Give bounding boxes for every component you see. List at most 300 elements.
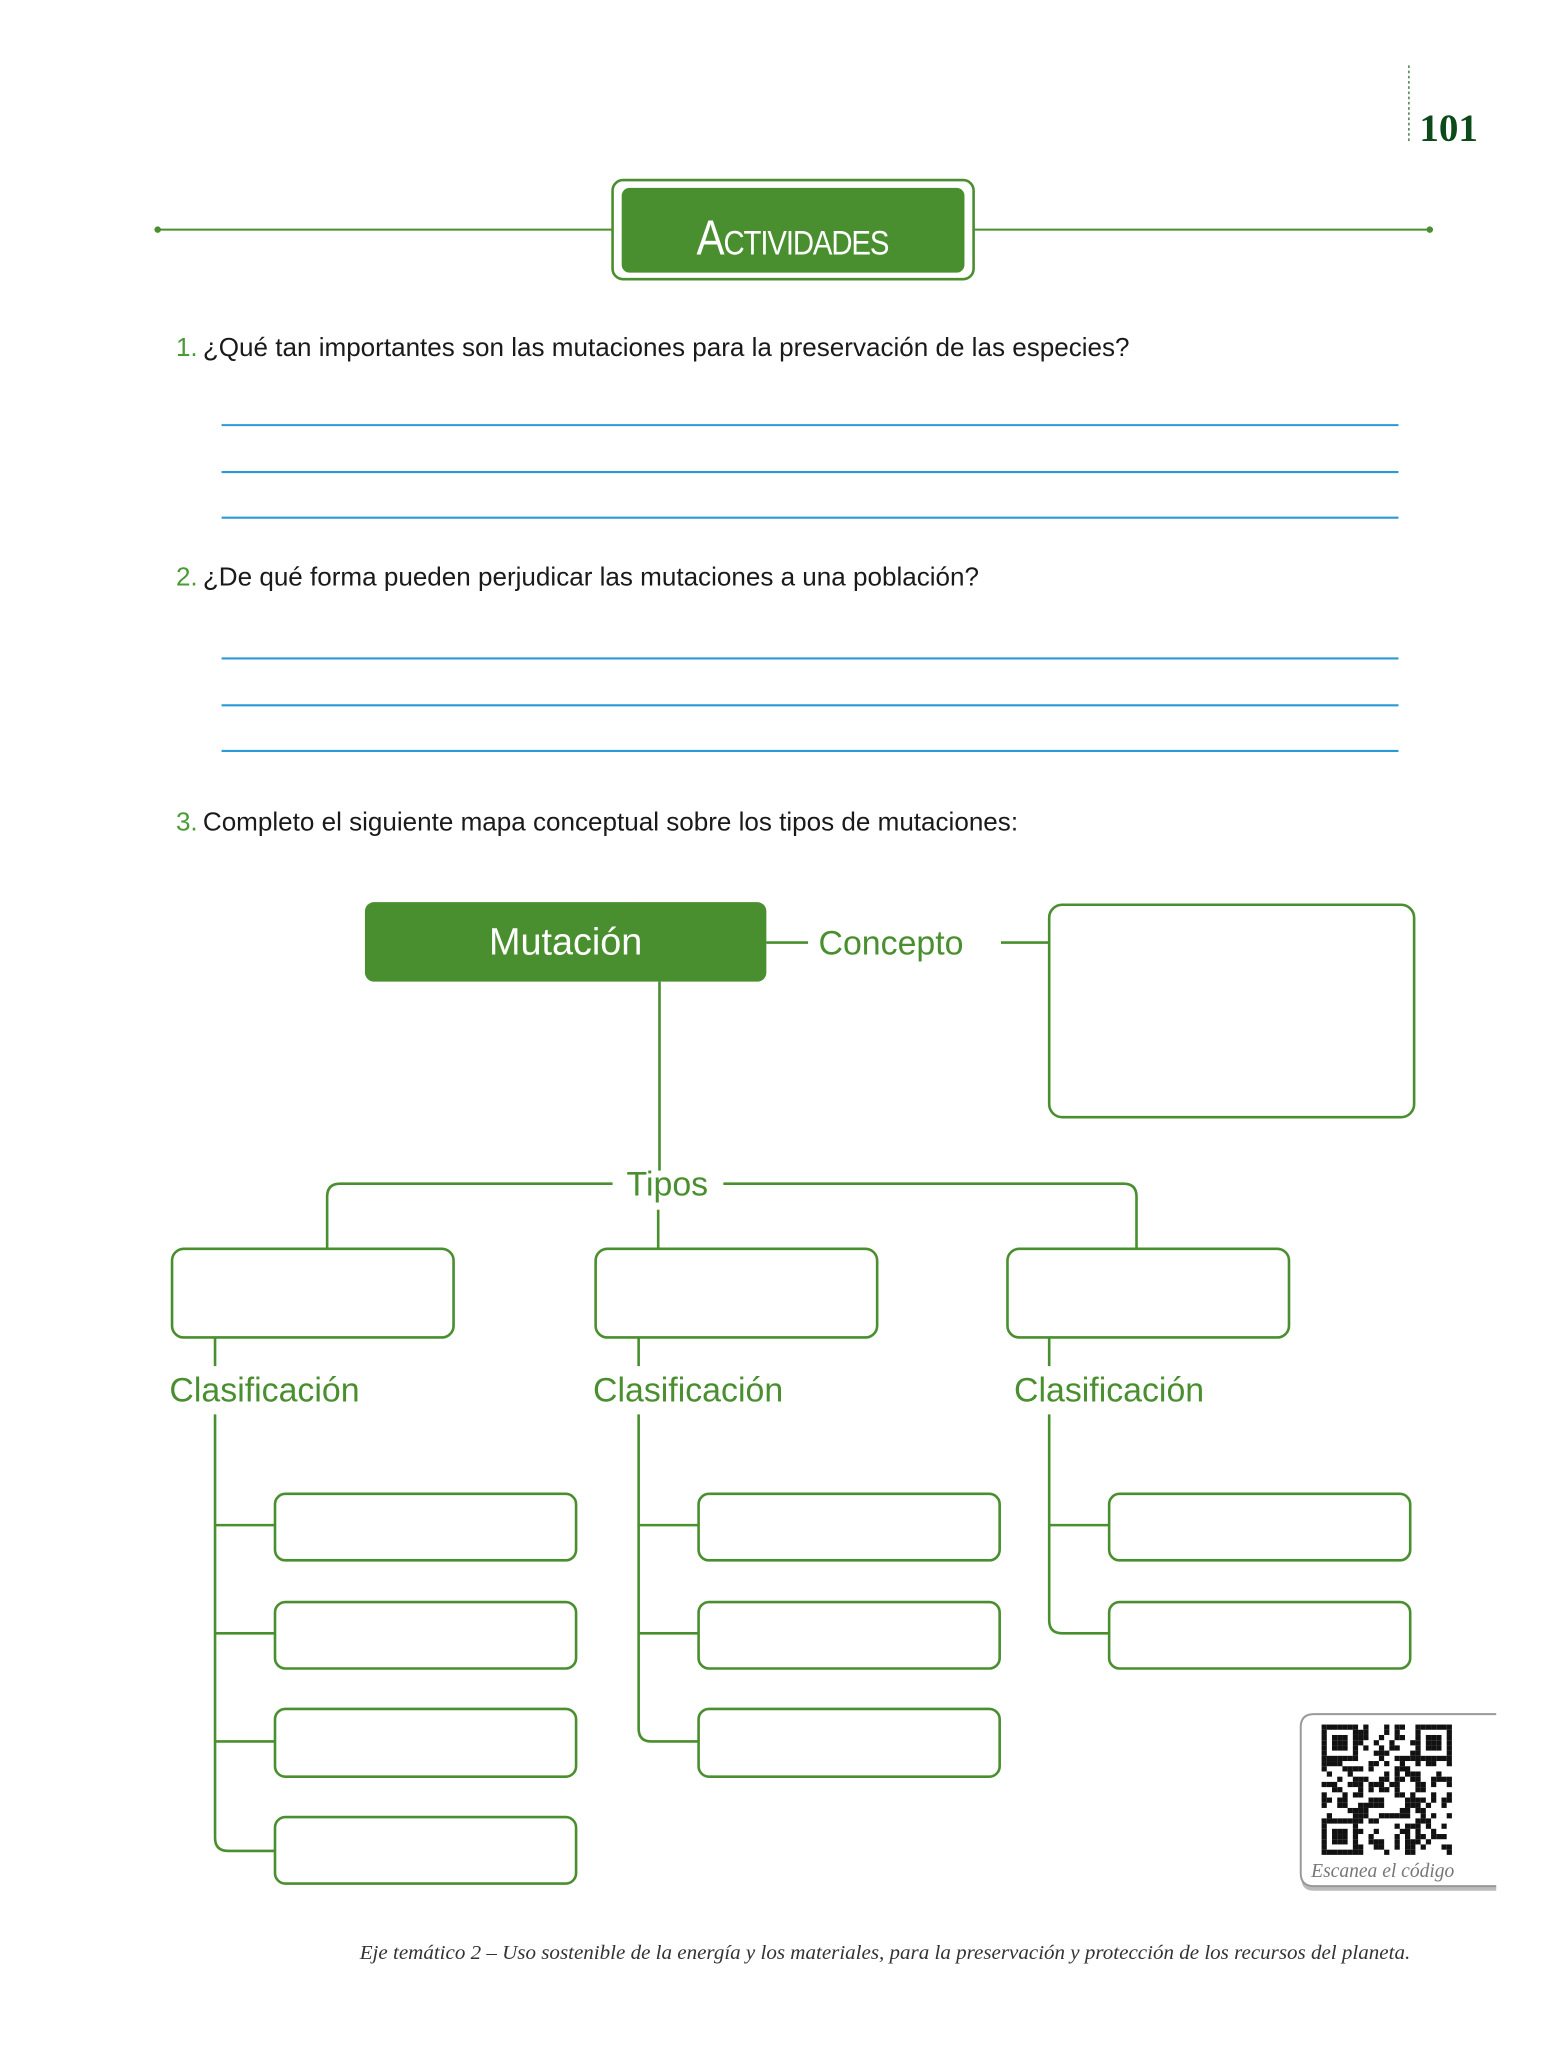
qr-module bbox=[1436, 1771, 1441, 1776]
classification-answer-box[interactable] bbox=[699, 1494, 1000, 1560]
qr-module bbox=[1369, 1787, 1374, 1792]
qr-module bbox=[1447, 1756, 1452, 1761]
qr-module bbox=[1400, 1735, 1405, 1740]
qr-module bbox=[1353, 1777, 1358, 1782]
qr-module bbox=[1358, 1803, 1363, 1808]
qr-module bbox=[1353, 1792, 1358, 1797]
page-number: 101 bbox=[1419, 106, 1478, 150]
qr-module bbox=[1400, 1725, 1405, 1730]
qr-module bbox=[1441, 1803, 1446, 1808]
qr-module bbox=[1332, 1839, 1337, 1844]
classification-label: Clasificación bbox=[1013, 1371, 1205, 1410]
qr-module bbox=[1322, 1730, 1327, 1735]
qr-module bbox=[1426, 1735, 1431, 1740]
qr-module bbox=[1327, 1850, 1332, 1855]
qr-module bbox=[1447, 1761, 1452, 1766]
qr-module bbox=[1384, 1813, 1389, 1818]
qr-module bbox=[1322, 1745, 1327, 1750]
qr-module bbox=[1400, 1761, 1405, 1766]
qr-module bbox=[1431, 1798, 1436, 1803]
qr-module bbox=[1353, 1735, 1358, 1740]
qr-module bbox=[1421, 1834, 1426, 1839]
qr-module bbox=[1342, 1725, 1347, 1730]
qr-module bbox=[1342, 1766, 1347, 1771]
qr-module bbox=[1389, 1782, 1394, 1787]
qr-module bbox=[1374, 1761, 1379, 1766]
qr-module bbox=[1447, 1740, 1452, 1745]
qr-module bbox=[1400, 1792, 1405, 1797]
qr-module bbox=[1384, 1777, 1389, 1782]
qr-code-card[interactable] bbox=[1301, 1714, 1497, 1889]
qr-module bbox=[1389, 1745, 1394, 1750]
qr-module bbox=[1363, 1813, 1368, 1818]
qr-module bbox=[1436, 1740, 1441, 1745]
qr-module bbox=[1348, 1782, 1353, 1787]
qr-module bbox=[1337, 1787, 1342, 1792]
question-3 bbox=[176, 806, 1018, 836]
qr-module bbox=[1405, 1771, 1410, 1776]
qr-module bbox=[1342, 1798, 1347, 1803]
qr-module bbox=[1395, 1782, 1400, 1787]
qr-module bbox=[1379, 1839, 1384, 1844]
classification-answer-box[interactable] bbox=[1109, 1494, 1410, 1560]
qr-module bbox=[1415, 1808, 1420, 1813]
qr-module bbox=[1447, 1782, 1452, 1787]
qr-module bbox=[1369, 1839, 1374, 1844]
qr-module bbox=[1410, 1839, 1415, 1844]
qr-module bbox=[1436, 1756, 1441, 1761]
header-rule-dot-right bbox=[1426, 226, 1433, 233]
footer-caption: Eje temático 2 – Uso sostenible de la energía y los materiales, para la preservación y protección de los recursos del planeta. bbox=[358, 1943, 1411, 1965]
qr-module bbox=[1348, 1850, 1353, 1855]
qr-module bbox=[1395, 1839, 1400, 1844]
qr-module bbox=[1322, 1756, 1327, 1761]
qr-module bbox=[1379, 1813, 1384, 1818]
qr-module bbox=[1426, 1725, 1431, 1730]
qr-module bbox=[1415, 1798, 1420, 1803]
qr-module bbox=[1358, 1850, 1363, 1855]
qr-module bbox=[1389, 1740, 1394, 1745]
qr-module bbox=[1447, 1751, 1452, 1756]
connector bbox=[215, 1414, 275, 1851]
qr-module bbox=[1410, 1777, 1415, 1782]
qr-module bbox=[1332, 1761, 1337, 1766]
qr-module bbox=[1379, 1735, 1384, 1740]
qr-module bbox=[1415, 1735, 1420, 1740]
qr-module bbox=[1384, 1725, 1389, 1730]
qr-module bbox=[1353, 1813, 1358, 1818]
qr-module bbox=[1431, 1813, 1436, 1818]
qr-module bbox=[1431, 1756, 1436, 1761]
qr-module bbox=[1342, 1740, 1347, 1745]
qr-module bbox=[1379, 1756, 1384, 1761]
qr-module bbox=[1415, 1745, 1420, 1750]
qr-module bbox=[1374, 1818, 1379, 1823]
qr-module bbox=[1389, 1813, 1394, 1818]
qr-module bbox=[1447, 1813, 1452, 1818]
qr-module bbox=[1374, 1803, 1379, 1808]
qr-module bbox=[1322, 1725, 1327, 1730]
qr-module bbox=[1384, 1730, 1389, 1735]
qr-module bbox=[1337, 1761, 1342, 1766]
qr-module bbox=[1410, 1771, 1415, 1776]
qr-module bbox=[1348, 1766, 1353, 1771]
qr-module bbox=[1415, 1839, 1420, 1844]
qr-module bbox=[1332, 1834, 1337, 1839]
qr-module bbox=[1447, 1850, 1452, 1855]
qr-module bbox=[1353, 1725, 1358, 1730]
qr-module bbox=[1431, 1834, 1436, 1839]
qr-module bbox=[1348, 1756, 1353, 1761]
qr-module bbox=[1410, 1824, 1415, 1829]
qr-module bbox=[1369, 1761, 1374, 1766]
qr-module bbox=[1415, 1829, 1420, 1834]
root-node-label: Mutación bbox=[488, 921, 643, 964]
qr-module bbox=[1431, 1740, 1436, 1745]
qr-module bbox=[1337, 1829, 1342, 1834]
qr-module bbox=[1358, 1730, 1363, 1735]
qr-module bbox=[1410, 1740, 1415, 1745]
qr-module bbox=[1436, 1745, 1441, 1750]
qr-module bbox=[1374, 1740, 1379, 1745]
qr-module bbox=[1342, 1850, 1347, 1855]
qr-module bbox=[1327, 1756, 1332, 1761]
qr-module bbox=[1384, 1761, 1389, 1766]
type-answer-box[interactable] bbox=[596, 1249, 878, 1338]
qr-module bbox=[1405, 1803, 1410, 1808]
qr-module bbox=[1421, 1798, 1426, 1803]
qr-module bbox=[1395, 1777, 1400, 1782]
qr-module bbox=[1353, 1740, 1358, 1745]
qr-module bbox=[1395, 1771, 1400, 1776]
qr-module bbox=[1327, 1725, 1332, 1730]
qr-module bbox=[1410, 1844, 1415, 1849]
question-1 bbox=[176, 332, 1130, 362]
qr-module bbox=[1353, 1751, 1358, 1756]
qr-module bbox=[1353, 1766, 1358, 1771]
qr-module bbox=[1322, 1740, 1327, 1745]
question-2 bbox=[176, 561, 979, 591]
qr-module bbox=[1358, 1844, 1363, 1849]
qr-module bbox=[1322, 1751, 1327, 1756]
qr-module bbox=[1395, 1745, 1400, 1750]
qr-module bbox=[1348, 1808, 1353, 1813]
qr-module bbox=[1348, 1818, 1353, 1823]
qr-module bbox=[1400, 1813, 1405, 1818]
qr-module bbox=[1353, 1839, 1358, 1844]
qr-module bbox=[1327, 1798, 1332, 1803]
qr-module bbox=[1415, 1824, 1420, 1829]
qr-module bbox=[1410, 1751, 1415, 1756]
qr-module bbox=[1337, 1756, 1342, 1761]
qr-module bbox=[1327, 1813, 1332, 1818]
qr-module bbox=[1358, 1829, 1363, 1834]
qr-module bbox=[1353, 1829, 1358, 1834]
qr-module bbox=[1384, 1771, 1389, 1776]
qr-module bbox=[1379, 1745, 1384, 1750]
qr-module bbox=[1353, 1844, 1358, 1849]
qr-module bbox=[1337, 1745, 1342, 1750]
qr-module bbox=[1405, 1850, 1410, 1855]
qr-module bbox=[1421, 1808, 1426, 1813]
qr-module bbox=[1322, 1761, 1327, 1766]
qr-module bbox=[1363, 1803, 1368, 1808]
qr-module bbox=[1358, 1818, 1363, 1823]
qr-module bbox=[1342, 1745, 1347, 1750]
qr-module bbox=[1337, 1850, 1342, 1855]
qr-module bbox=[1431, 1745, 1436, 1750]
qr-module bbox=[1447, 1735, 1452, 1740]
qr-module bbox=[1353, 1808, 1358, 1813]
qr-module bbox=[1353, 1756, 1358, 1761]
qr-module bbox=[1374, 1839, 1379, 1844]
qr-module bbox=[1337, 1735, 1342, 1740]
qr-module bbox=[1348, 1771, 1353, 1776]
qr-module bbox=[1431, 1782, 1436, 1787]
qr-module bbox=[1415, 1818, 1420, 1823]
qr-module bbox=[1322, 1844, 1327, 1849]
qr-module bbox=[1426, 1740, 1431, 1745]
concept-answer-box[interactable] bbox=[1049, 905, 1414, 1117]
qr-module bbox=[1337, 1725, 1342, 1730]
qr-module bbox=[1395, 1813, 1400, 1818]
qr-module bbox=[1342, 1803, 1347, 1808]
qr-module bbox=[1426, 1818, 1431, 1823]
qr-module bbox=[1322, 1803, 1327, 1808]
qr-module bbox=[1374, 1782, 1379, 1787]
classification-answer-box[interactable] bbox=[275, 1817, 576, 1883]
qr-module bbox=[1353, 1730, 1358, 1735]
qr-module bbox=[1436, 1725, 1441, 1730]
qr-module bbox=[1395, 1725, 1400, 1730]
qr-module bbox=[1441, 1834, 1446, 1839]
qr-module bbox=[1395, 1756, 1400, 1761]
qr-module bbox=[1342, 1735, 1347, 1740]
qr-module bbox=[1415, 1782, 1420, 1787]
qr-module bbox=[1332, 1725, 1337, 1730]
qr-module bbox=[1337, 1740, 1342, 1745]
qr-module bbox=[1410, 1798, 1415, 1803]
qr-module bbox=[1436, 1735, 1441, 1740]
qr-module bbox=[1322, 1818, 1327, 1823]
qr-module bbox=[1431, 1829, 1436, 1834]
qr-module bbox=[1400, 1777, 1405, 1782]
type-answer-box[interactable] bbox=[1007, 1249, 1289, 1338]
qr-module bbox=[1415, 1740, 1420, 1745]
qr-module bbox=[1342, 1834, 1347, 1839]
qr-module bbox=[1395, 1787, 1400, 1792]
qr-module bbox=[1415, 1777, 1420, 1782]
qr-module bbox=[1395, 1844, 1400, 1849]
qr-module bbox=[1405, 1798, 1410, 1803]
qr-module bbox=[1384, 1751, 1389, 1756]
qr-module bbox=[1415, 1771, 1420, 1776]
qr-module bbox=[1405, 1834, 1410, 1839]
qr-module bbox=[1415, 1834, 1420, 1839]
qr-module bbox=[1358, 1766, 1363, 1771]
qr-module bbox=[1405, 1824, 1410, 1829]
qr-module bbox=[1421, 1756, 1426, 1761]
qr-module bbox=[1322, 1824, 1327, 1829]
qr-module bbox=[1441, 1798, 1446, 1803]
qr-module bbox=[1447, 1792, 1452, 1797]
qr-module bbox=[1441, 1725, 1446, 1730]
qr-module bbox=[1415, 1803, 1420, 1808]
classification-answer-box[interactable] bbox=[275, 1709, 576, 1777]
question-number: 1. bbox=[175, 332, 198, 363]
qr-module bbox=[1410, 1792, 1415, 1797]
qr-module bbox=[1332, 1829, 1337, 1834]
qr-module bbox=[1342, 1756, 1347, 1761]
qr-module bbox=[1431, 1735, 1436, 1740]
qr-module bbox=[1379, 1798, 1384, 1803]
qr-module bbox=[1405, 1766, 1410, 1771]
question-text: ¿Qué tan importantes son las mutaciones para la preservación de las especies? bbox=[202, 332, 1130, 363]
qr-module bbox=[1400, 1766, 1405, 1771]
qr-module bbox=[1337, 1777, 1342, 1782]
question-text: Completo el siguiente mapa conceptual sobre los tipos de mutaciones: bbox=[202, 806, 1019, 837]
qr-module bbox=[1405, 1808, 1410, 1813]
classification-label: Clasificación bbox=[169, 1371, 360, 1410]
qr-module bbox=[1395, 1792, 1400, 1797]
qr-module bbox=[1379, 1751, 1384, 1756]
qr-module bbox=[1415, 1730, 1420, 1735]
qr-module bbox=[1405, 1813, 1410, 1818]
qr-module bbox=[1332, 1782, 1337, 1787]
qr-module bbox=[1421, 1782, 1426, 1787]
qr-module bbox=[1363, 1745, 1368, 1750]
qr-module bbox=[1332, 1850, 1337, 1855]
qr-module bbox=[1405, 1844, 1410, 1849]
qr-module bbox=[1337, 1834, 1342, 1839]
qr-module bbox=[1369, 1803, 1374, 1808]
types-label: Tipos bbox=[626, 1165, 709, 1204]
concept-label: Concepto bbox=[818, 924, 964, 963]
qr-module bbox=[1436, 1777, 1441, 1782]
qr-module bbox=[1358, 1735, 1363, 1740]
qr-module bbox=[1353, 1818, 1358, 1823]
qr-module bbox=[1415, 1787, 1420, 1792]
qr-module bbox=[1395, 1824, 1400, 1829]
classification-answer-box[interactable] bbox=[1109, 1602, 1410, 1668]
qr-module bbox=[1426, 1803, 1431, 1808]
qr-module bbox=[1421, 1818, 1426, 1823]
qr-module bbox=[1447, 1844, 1452, 1849]
classification-answer-box[interactable] bbox=[275, 1602, 576, 1668]
qr-module bbox=[1327, 1818, 1332, 1823]
qr-module bbox=[1327, 1761, 1332, 1766]
qr-module bbox=[1395, 1735, 1400, 1740]
qr-module bbox=[1353, 1745, 1358, 1750]
qr-module bbox=[1415, 1756, 1420, 1761]
qr-module bbox=[1421, 1787, 1426, 1792]
qr-module bbox=[1332, 1787, 1337, 1792]
qr-module bbox=[1400, 1756, 1405, 1761]
qr-module bbox=[1342, 1792, 1347, 1797]
qr-module bbox=[1363, 1735, 1368, 1740]
qr-module bbox=[1322, 1839, 1327, 1844]
qr-module bbox=[1426, 1745, 1431, 1750]
connector bbox=[327, 1184, 612, 1249]
section-title: Actividades bbox=[696, 209, 889, 266]
qr-module bbox=[1363, 1725, 1368, 1730]
connector bbox=[639, 1414, 699, 1741]
qr-module bbox=[1426, 1839, 1431, 1844]
qr-module bbox=[1400, 1829, 1405, 1834]
qr-caption: Escanea el código bbox=[1311, 1861, 1455, 1883]
classification-answer-box[interactable] bbox=[699, 1602, 1000, 1668]
qr-module bbox=[1379, 1803, 1384, 1808]
qr-module bbox=[1353, 1850, 1358, 1855]
qr-module bbox=[1441, 1824, 1446, 1829]
qr-module bbox=[1358, 1808, 1363, 1813]
header-rule-dot-left bbox=[154, 226, 161, 233]
classification-answer-box[interactable] bbox=[275, 1494, 576, 1560]
qr-module bbox=[1322, 1798, 1327, 1803]
qr-module bbox=[1410, 1803, 1415, 1808]
qr-module bbox=[1426, 1756, 1431, 1761]
qr-module bbox=[1384, 1787, 1389, 1792]
qr-module bbox=[1332, 1745, 1337, 1750]
qr-module bbox=[1358, 1787, 1363, 1792]
qr-module bbox=[1369, 1798, 1374, 1803]
qr-module bbox=[1358, 1740, 1363, 1745]
qr-module bbox=[1410, 1756, 1415, 1761]
qr-module bbox=[1421, 1725, 1426, 1730]
qr-module bbox=[1400, 1808, 1405, 1813]
qr-module bbox=[1342, 1818, 1347, 1823]
qr-module bbox=[1374, 1844, 1379, 1849]
qr-module bbox=[1436, 1834, 1441, 1839]
qr-module bbox=[1332, 1735, 1337, 1740]
concept-map bbox=[169, 902, 1414, 1883]
qr-module bbox=[1415, 1751, 1420, 1756]
qr-module bbox=[1379, 1787, 1384, 1792]
qr-module bbox=[1342, 1829, 1347, 1834]
qr-module bbox=[1369, 1766, 1374, 1771]
qr-module bbox=[1322, 1829, 1327, 1834]
qr-module bbox=[1369, 1818, 1374, 1823]
qr-module bbox=[1447, 1745, 1452, 1750]
type-answer-box[interactable] bbox=[172, 1249, 454, 1338]
qr-module bbox=[1358, 1777, 1363, 1782]
qr-module bbox=[1327, 1771, 1332, 1776]
qr-module bbox=[1431, 1777, 1436, 1782]
qr-module bbox=[1447, 1725, 1452, 1730]
question-number: 2. bbox=[175, 561, 198, 592]
qr-module bbox=[1431, 1792, 1436, 1797]
qr-module bbox=[1322, 1850, 1327, 1855]
qr-module bbox=[1337, 1818, 1342, 1823]
qr-module bbox=[1342, 1839, 1347, 1844]
qr-module bbox=[1322, 1792, 1327, 1797]
qr-module bbox=[1379, 1777, 1384, 1782]
qr-module bbox=[1421, 1813, 1426, 1818]
qr-module bbox=[1337, 1803, 1342, 1808]
qr-module bbox=[1374, 1751, 1379, 1756]
qr-module bbox=[1441, 1844, 1446, 1849]
qr-module bbox=[1431, 1725, 1436, 1730]
qr-module bbox=[1322, 1766, 1327, 1771]
qr-module bbox=[1426, 1824, 1431, 1829]
qr-module bbox=[1363, 1808, 1368, 1813]
qr-module bbox=[1322, 1735, 1327, 1740]
qr-module bbox=[1395, 1730, 1400, 1735]
question-text: ¿De qué forma pueden perjudicar las mutaciones a una población? bbox=[202, 561, 980, 592]
qr-module bbox=[1363, 1777, 1368, 1782]
qr-module bbox=[1369, 1782, 1374, 1787]
classification-answer-box[interactable] bbox=[699, 1709, 1000, 1777]
